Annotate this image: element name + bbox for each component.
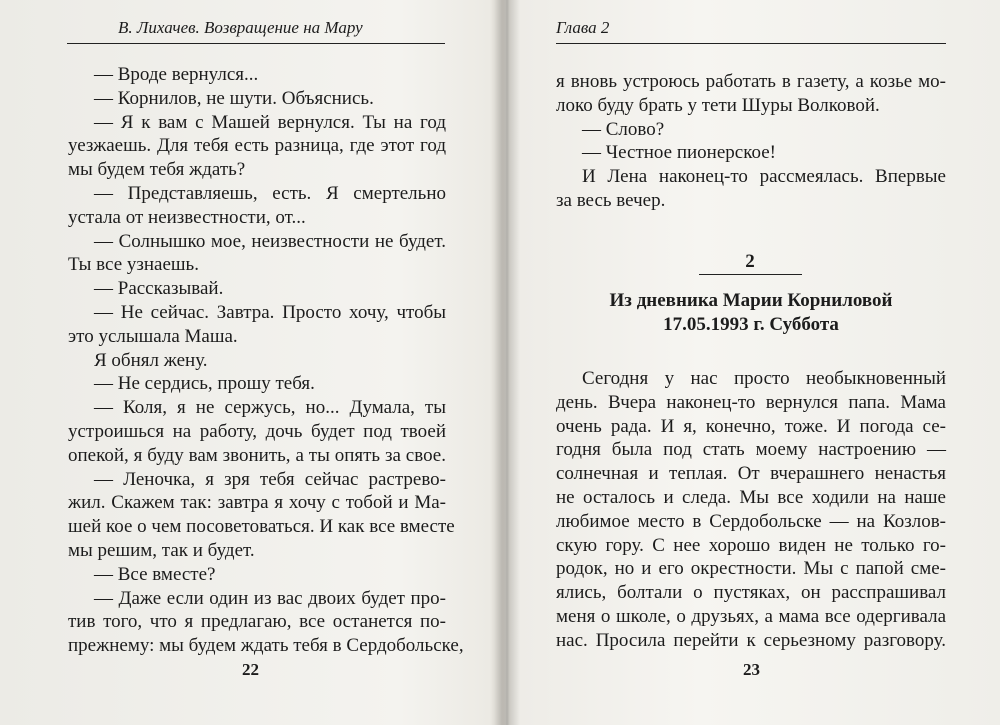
left-page-number: 22 xyxy=(242,660,259,679)
text-line: — Коля, я не сержусь, но... Думала, ты xyxy=(94,397,446,419)
diary-entry-text xyxy=(556,367,946,653)
section-rule xyxy=(699,274,802,275)
text-line: — Вроде вернулся... xyxy=(94,64,259,85)
text-line: я вновь устроюсь работать в газету, а козье мо- xyxy=(556,71,946,92)
left-page-text xyxy=(68,63,464,658)
text-line: — Все вместе? xyxy=(94,563,216,585)
text-line: мы будем тебя ждать? xyxy=(68,159,246,181)
text-line: уезжаешь. Для тебя есть разница, где этот год xyxy=(68,135,446,157)
text-line: тив того, что я предлагаю, все останется по- xyxy=(68,611,446,633)
text-line: не осталось и следа. Мы все ходили на наше xyxy=(556,486,946,508)
text-line: меня о школе, о друзьях, а мама все одергивала xyxy=(556,605,946,627)
section-date-line: 17.05.1993 г. Суббота xyxy=(663,314,839,335)
text-line: Я обнял жену. xyxy=(94,349,208,371)
text-line: прежнему: мы будем ждать тебя в Сердобольске, xyxy=(68,635,464,657)
text-line: — Рассказывай. xyxy=(94,278,224,300)
right-page-number: 23 xyxy=(743,660,760,679)
text-line: скую гору. С нее хорошо виден не только го- xyxy=(556,534,946,556)
text-line: мы решим, так и будет. xyxy=(68,539,255,561)
text-line: солнечная и теплая. От вчерашнего ненастья xyxy=(556,463,946,485)
left-header-rule xyxy=(67,43,445,44)
right-page xyxy=(500,0,1000,725)
text-line: — Не сердись, прошу тебя. xyxy=(94,373,315,395)
text-line: — Не сейчас. Завтра. Просто хочу, чтобы xyxy=(94,301,446,323)
text-line: — Даже если один из вас двоих будет про- xyxy=(94,587,446,609)
text-line: Ты все узнаешь. xyxy=(68,254,199,276)
text-line: это услышала Маша. xyxy=(68,325,238,347)
section-number: 2 xyxy=(745,251,755,272)
text-line: жил. Скажем так: завтра я хочу с тобой и Ма- xyxy=(68,492,446,514)
text-line: — Слово? xyxy=(582,118,665,140)
text-line: очень рада. И я, конечно, тоже. И погода се- xyxy=(556,415,946,437)
right-running-head: Глава 2 xyxy=(556,18,610,37)
text-line: любимое место в Сердобольске — на Козлов- xyxy=(556,510,946,532)
text-line: — Я к вам с Машей вернулся. Ты на год xyxy=(94,111,446,133)
text-line: — Леночка, я зря тебя сейчас растрево- xyxy=(94,468,446,490)
right-header-rule xyxy=(556,43,946,44)
section-title-line: Из дневника Марии Корниловой xyxy=(609,290,893,311)
text-line: — Честное пионерское! xyxy=(582,142,776,164)
text-line: устала от неизвестности, от... xyxy=(68,206,306,228)
text-line: за весь вечер. xyxy=(556,189,666,211)
right-page-continuation-text xyxy=(556,70,946,213)
text-line: опекой, я буду вам звонить, а ты опять за свое. xyxy=(68,444,446,466)
text-line: ялись, болтали о пустяках, он расспрашивал xyxy=(556,582,946,604)
text-line: родок, но и его окрестности. Мы с папой сме- xyxy=(556,558,946,580)
left-running-head: В. Лихачев. Возвращение на Мару xyxy=(118,18,363,37)
text-line: нас. Просила перейти к серьезному разговору. xyxy=(556,629,946,651)
section-title xyxy=(556,289,946,337)
text-line: И Лена наконец-то рассмеялась. Впервые xyxy=(582,166,946,188)
text-line: годня была под стать моему настроению — xyxy=(556,439,946,461)
text-line: шей кое о чем посоветоваться. И как все вместе xyxy=(68,516,455,538)
text-line: — Представляешь, есть. Я смертельно xyxy=(94,182,446,204)
text-line: — Корнилов, не шути. Объяснись. xyxy=(94,87,374,109)
text-line: Сегодня у нас просто необыкновенный xyxy=(582,368,946,389)
text-line: локо буду брать у тети Шуры Волковой. xyxy=(556,94,880,116)
text-line: — Солнышко мое, неизвестности не будет. xyxy=(94,230,446,252)
text-line: день. Вчера наконец-то вернулся папа. Мама xyxy=(556,391,946,413)
text-line: устроишься на работу, дочь будет под твоей xyxy=(68,420,446,442)
